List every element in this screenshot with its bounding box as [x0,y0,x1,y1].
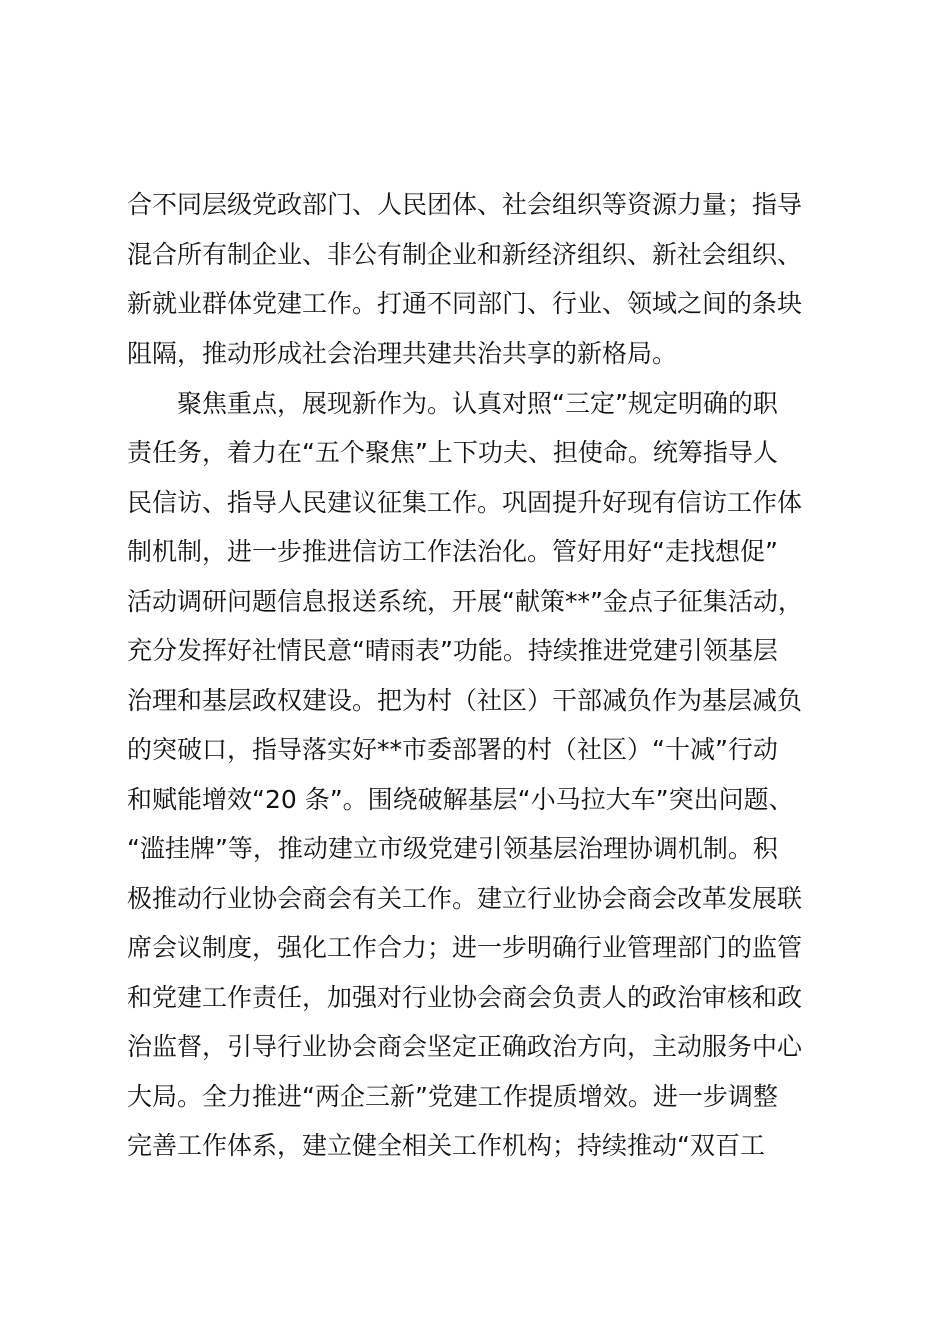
text-line: 制机制，进一步推进信访工作法治化。管好用好“走找想促” [127,537,778,566]
text-line: 活动调研问题信息报送系统，开展“献策**”金点子征集活动， [127,587,803,616]
text-line: 阻隔，推动形成社会治理共建共治共享的新格局。 [127,339,678,368]
text-line: 和赋能增效“20 条”。围绕破解基层“小马拉大车”突出问题、 [127,785,794,814]
text-line: 完善工作体系，建立健全相关工作机构；持续推动“双百工 [127,1131,765,1160]
text-line: 席会议制度，强化工作合力；进一步明确行业管理部门的监管 [127,933,803,962]
text-line: 新就业群体党建工作。打通不同部门、行业、领域之间的条块 [127,289,803,318]
text-line: 治理和基层政权建设。把为村（社区）干部减负作为基层减负 [127,686,803,715]
text-line: 聚焦重点，展现新作为。认真对照“三定”规定明确的职 [177,389,778,418]
text-line: 民信访、指导人民建议征集工作。巩固提升好现有信访工作体 [127,488,803,517]
text-line: 混合所有制企业、非公有制企业和新经济组织、新社会组织、 [127,240,803,269]
text-line: 充分发挥好社情民意“晴雨表”功能。持续推进党建引领基层 [127,636,778,665]
text-line: 的突破口，指导落实好**市委部署的村（社区）“十减”行动 [127,735,778,764]
text-line: “滥挂牌”等，推动建立市级党建引领基层治理协调机制。积 [127,834,778,863]
text-line: 治监督，引导行业协会商会坚定正确政治方向，主动服务中心 [127,1032,803,1061]
text-line: 大局。全力推进“两企三新”党建工作提质增效。进一步调整 [127,1082,778,1111]
text-line: 合不同层级党政部门、人民团体、社会组织等资源力量；指导 [127,190,803,219]
text-line: 极推动行业协会商会有关工作。建立行业协会商会改革发展联 [127,884,803,913]
text-line: 责任务，着力在“五个聚焦”上下功夫、担使命。统筹指导人 [127,438,778,467]
text-line: 和党建工作责任，加强对行业协会商会负责人的政治审核和政 [127,983,803,1012]
